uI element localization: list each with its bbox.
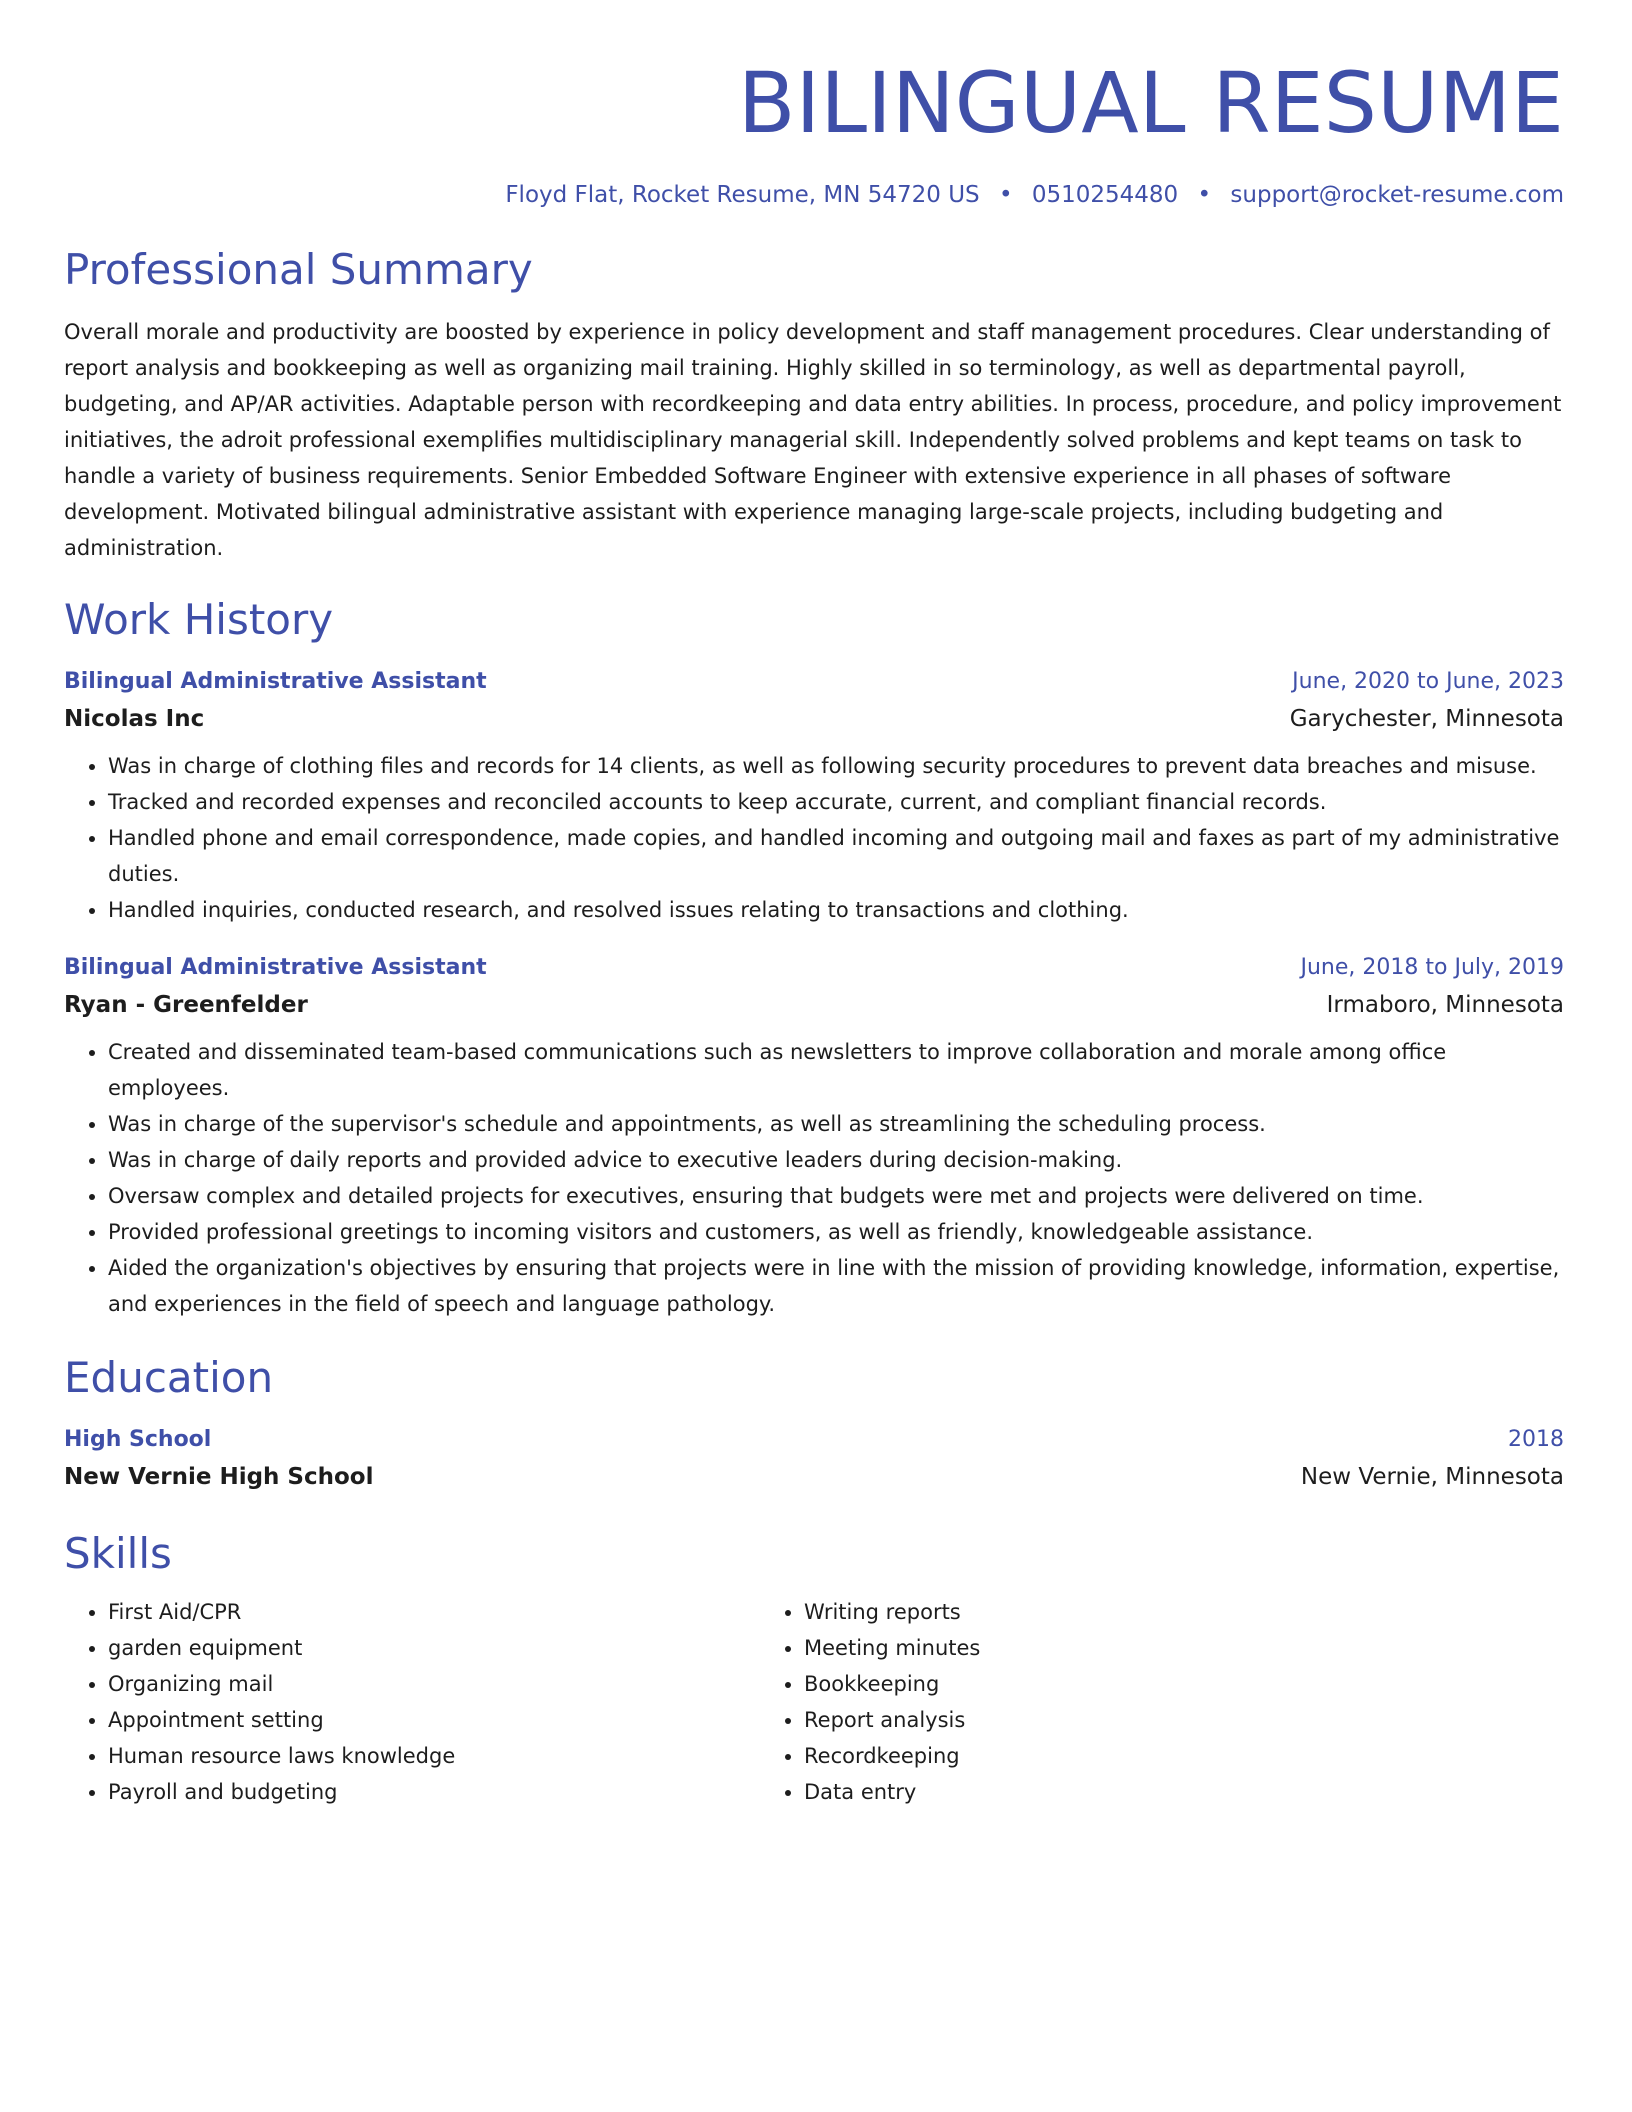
skill-item: • Appointment setting: [108, 1702, 760, 1738]
job-location: Garychester, Minnesota: [1289, 706, 1564, 732]
job-entry: [64, 950, 1564, 1322]
education-school: New Vernie High School: [64, 1464, 374, 1490]
contact-line: [64, 178, 1564, 212]
education-location: New Vernie, Minnesota: [1300, 1464, 1564, 1490]
contact-phone: 0510254480: [1031, 182, 1179, 208]
job-bullet: • Oversaw complex and detailed projects for executives, ensuring that budgets were met and projects were delivered on time.: [108, 1178, 1564, 1214]
skills-grid: [64, 1594, 1564, 1810]
education-entry: [64, 1422, 1564, 1496]
education-header-row: [64, 1422, 1564, 1458]
skill-item: • Bookkeeping: [804, 1666, 1564, 1702]
job-bullet: • Handled inquiries, conducted research, and resolved issues relating to transactions and clothing.: [108, 892, 1564, 928]
skill-item: • Report analysis: [804, 1702, 1564, 1738]
job-dates: June, 2018 to July, 2019: [1300, 955, 1564, 980]
job-header-row: [64, 950, 1564, 986]
job-bullet-list: [64, 748, 1564, 928]
job-bullet: • Was in charge of daily reports and provided advice to executive leaders during decision-making.: [108, 1142, 1564, 1178]
job-company-row: [64, 700, 1564, 738]
resume-title: BILINGUAL RESUME: [737, 54, 1564, 152]
section-heading-education: Education: [64, 1353, 274, 1402]
education-school-row: [64, 1458, 1564, 1496]
job-company-row: [64, 986, 1564, 1024]
skill-item: • Recordkeeping: [804, 1738, 1564, 1774]
skill-item: • Writing reports: [804, 1594, 1564, 1630]
education-degree: High School: [64, 1427, 212, 1452]
skill-item: • First Aid/CPR: [108, 1594, 760, 1630]
skill-item: • Payroll and budgeting: [108, 1774, 760, 1810]
resume-page: [64, 0, 1564, 1810]
job-bullet: • Was in charge of the supervisor's schedule and appointments, as well as streamlining the scheduling process.: [108, 1106, 1564, 1142]
job-bullet: • Created and disseminated team-based communications such as newsletters to improve collaboration and morale among office employees.: [108, 1034, 1564, 1106]
job-header-row: [64, 664, 1564, 700]
section-heading-work-history: Work History: [64, 595, 334, 644]
skill-item: • Data entry: [804, 1774, 1564, 1810]
job-bullet: • Provided professional greetings to incoming visitors and customers, as well as friendly, knowledgeable assistance.: [108, 1214, 1564, 1250]
job-bullet: • Was in charge of clothing files and records for 14 clients, as well as following security procedures to prevent data breaches and misuse.: [108, 748, 1564, 784]
job-bullet: • Handled phone and email correspondence, made copies, and handled incoming and outgoing mail and faxes as part of my administrative duties.: [108, 820, 1564, 892]
job-bullet-list: [64, 1034, 1564, 1322]
job-entry: [64, 664, 1564, 928]
contact-separator: •: [998, 182, 1013, 208]
job-bullet: • Tracked and recorded expenses and reconciled accounts to keep accurate, current, and compliant financial records.: [108, 784, 1564, 820]
job-company: Nicolas Inc: [64, 706, 205, 732]
summary-text: Overall morale and productivity are boosted by experience in policy development and staff management procedures. Clear understanding of report analysis and bookkeeping as well as organizing mail training. Highly skilled in so terminology, as well as departmental payroll, budgeting, and AP/AR activities. Adaptable person with recordkeeping and data entry abilities. In process, procedure, and policy improvement initiatives, the adroit professional exemplifies multidisciplinary managerial skill. Independently solved problems and kept teams on task to handle a variety of business requirements. Senior Embedded Software Engineer with extensive experience in all phases of software development. Motivated bilingual administrative assistant with experience managing large-scale projects, including budgeting and administration.: [64, 320, 1562, 560]
job-dates: June, 2020 to June, 2023: [1292, 669, 1564, 694]
skills-list-right: [760, 1594, 1564, 1810]
job-company: Ryan - Greenfelder: [64, 992, 308, 1018]
skill-item: • Organizing mail: [108, 1666, 760, 1702]
job-location: Irmaboro, Minnesota: [1326, 992, 1564, 1018]
section-heading-summary: Professional Summary: [64, 245, 533, 294]
job-role: Bilingual Administrative Assistant: [64, 955, 487, 980]
skill-item: • garden equipment: [108, 1630, 760, 1666]
section-heading-skills: Skills: [64, 1529, 172, 1578]
skill-item: • Meeting minutes: [804, 1630, 1564, 1666]
contact-separator: •: [1197, 182, 1212, 208]
skills-list-left: [64, 1594, 760, 1810]
job-bullet: • Aided the organization's objectives by ensuring that projects were in line with the mission of providing knowledge, information, expertise, and experiences in the field of speech and language pathology.: [108, 1250, 1564, 1322]
education-year: 2018: [1508, 1427, 1564, 1452]
contact-email: support@rocket-resume.com: [1230, 182, 1564, 208]
job-role: Bilingual Administrative Assistant: [64, 669, 487, 694]
skill-item: • Human resource laws knowledge: [108, 1738, 760, 1774]
contact-address: Floyd Flat, Rocket Resume, MN 54720 US: [505, 182, 980, 208]
